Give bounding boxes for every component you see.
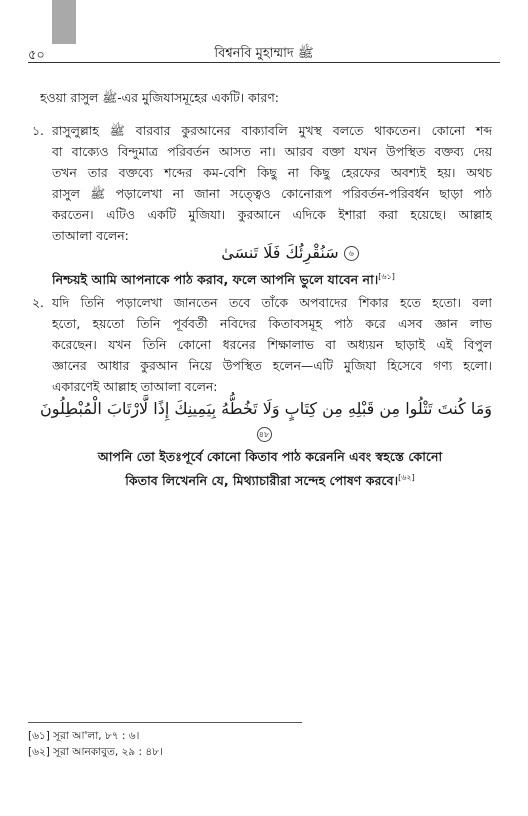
item-1-line-1: রাসুলুল্লাহ ﷺ বারবার কুরআনের বাক্যাবলি মুখস্থ বলতে থাকতেন। কোনো শব্দ (52, 123, 492, 138)
item-2-line-3: করেছেন। যখন তিনি কোনো ধরনের শিক্ষালাভ বা অধ্যয়ন ছাড়াই এই বিপুল (52, 337, 492, 352)
ayah-2-marker (0, 424, 528, 443)
item-2-line-1: যদি তিনি পড়ালেখা জানতেন তবে তাঁকে অপবাদের শিকার হতে হতো। বলা (52, 295, 492, 310)
quran-verse-2-text: وَمَا كُنتَ تَتْلُوا مِن قَبْلِهِ مِن كِتَابٍ وَلَا تَخُطُّهُ بِيَمِينِكَ إِذًا لَّارْتَابَ الْمُبْطِلُونَ (40, 399, 492, 418)
quran-verse-1 (200, 240, 380, 266)
item-2-line-2: হতো, হয়তো তিনি পূর্ববর্তী নবিদের কিতাবসমূহ পাঠ করে এসব জ্ঞান লাভ (52, 316, 492, 331)
item-2-line-4: জ্ঞানের আধার কুরআন নিয়ে উপস্থিত হলেন—এটি মুজিযা হিসেবে গণ্য হলো। (52, 358, 492, 373)
item-2-line-5: একারণেই আল্লাহ তাআলা বলেন: (52, 379, 218, 394)
footnote-ref-62: [৬২] (398, 473, 415, 482)
item-1-translation (52, 266, 492, 290)
footnote-61: [৬১] সূরা আ'লা, ৮৭ : ৬। (28, 730, 140, 742)
page-number: ৫০ (28, 48, 45, 63)
page-edge-tab (52, 0, 76, 44)
translation-2-line-2 (60, 467, 480, 491)
ayah-1-number: ৬ (344, 246, 359, 261)
item-1-line-5: করতেন। এটিও একটি মুজিযা। কুরআনে এদিকে ইশারা করা হয়েছে। আল্লাহ (52, 207, 492, 222)
translation-1-text: নিশ্চয়ই আমি আপনাকে পাঠ করাব, ফলে আপনি ভুলে যাবেন না। (52, 272, 379, 288)
item-1-line-3: তখন তার বক্তব্যে শব্দের কম-বেশি কিছু না কিছু হেরফের অবশ্যই হয়। অথচ (52, 165, 492, 180)
item-1-line-4: রাসুল ﷺ পড়ালেখা না জানা সত্ত্বেও কোনোরূপ পরিবর্তন-পরিবর্ধন ছাড়া পাঠ (52, 186, 492, 201)
item-1-number: ১. (32, 123, 44, 138)
footnote-62: [৬২] সূরা আনকাবুত, ২৯ : ৪৮। (28, 746, 163, 758)
item-1-line-2: বা বাক্যেও বিন্দুমাত্র পরিবর্তন আসত না। আরব বক্তা যখন উপস্থিত বক্তব্য দেয় (52, 144, 492, 159)
header-rule (28, 62, 500, 63)
ayah-2-number: ৪৮ (257, 427, 272, 442)
translation-2-line-2-text: কিতাব লিখেননি যে, মিথ্যাচারীরা সন্দেহ পোষণ করবে। (125, 473, 399, 489)
footnote-ref-61: [৬১] (378, 272, 395, 281)
running-title: বিশ্বনবি মুহাম্মাদ ﷺ (214, 46, 314, 61)
item-2-number: ২. (32, 295, 44, 310)
quran-verse-1-text: سَنُقْرِئُكَ فَلَا تَنسَىٰ (221, 243, 339, 262)
footnote-rule (28, 722, 302, 723)
translation-2-line-1: আপনি তো ইতঃপূর্বে কোনো কিতাব পাঠ করেননি এবং স্বহস্তে কোনো (97, 449, 443, 464)
item-1-line-6: তাআলা বলেন: (52, 228, 129, 243)
intro-line: হওয়া রাসুল ﷺ-এর মুজিযাসমূহের একটি। কারণ: (40, 90, 279, 105)
